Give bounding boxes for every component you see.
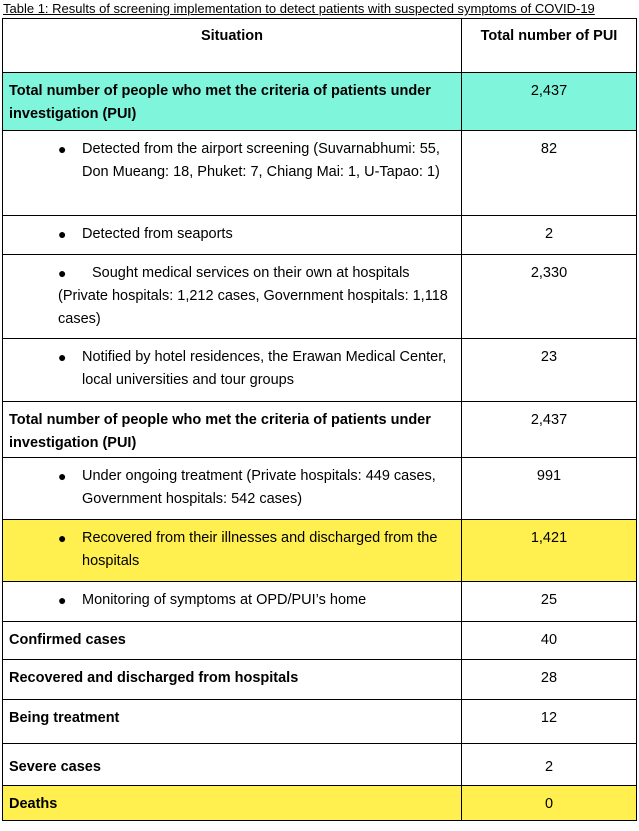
row-label: Detected from the airport screening (Suvarnabhumi: 55, Don Mueang: 18, Phuket: 7, Chiang Mai: 1, U-Tapao: 1) [82, 141, 440, 180]
row-value: 40 [462, 622, 637, 660]
header-situation: Situation [3, 19, 462, 73]
table-row [3, 786, 637, 821]
table-header-row [3, 19, 637, 73]
table-row [3, 402, 637, 458]
table-row [3, 73, 637, 131]
row-value: 2 [462, 744, 637, 786]
table-row [3, 622, 637, 660]
table-row [3, 582, 637, 622]
row-value: 2,437 [462, 402, 637, 458]
row-label: Recovered and discharged from hospitals [3, 660, 462, 700]
row-label-bulleted [3, 582, 462, 622]
table-row [3, 131, 637, 216]
row-label: Sought medical services on their own at hospitals (Private hospitals: 1,212 cases, Government hospitals: 1,118 cases) [58, 265, 448, 327]
row-label-bulleted [3, 458, 462, 520]
table-row [3, 339, 637, 402]
bullet-icon: ● [58, 592, 67, 608]
table-row [3, 744, 637, 786]
row-label-bulleted [3, 216, 462, 255]
table-caption: Table 1: Results of screening implementation to detect patients with suspected symptoms of COVID-19 [3, 1, 595, 16]
row-label: Deaths [3, 786, 462, 821]
row-value: 23 [462, 339, 637, 402]
row-value: 1,421 [462, 520, 637, 582]
row-label: Recovered from their illnesses and discharged from the hospitals [82, 530, 438, 569]
row-label: Under ongoing treatment (Private hospitals: 449 cases, Government hospitals: 542 cases) [82, 468, 436, 507]
table-row [3, 216, 637, 255]
row-value: 2,437 [462, 73, 637, 131]
row-label: Total number of people who met the criteria of patients under investigation (PUI) [3, 73, 462, 131]
bullet-icon: ● [58, 468, 67, 484]
row-value: 25 [462, 582, 637, 622]
table-row [3, 520, 637, 582]
row-value: 2,330 [462, 255, 637, 339]
table-row [3, 255, 637, 339]
header-total-pui: Total number of PUI [462, 19, 637, 73]
row-label-bulleted [3, 520, 462, 582]
row-label: Notified by hotel residences, the Erawan Medical Center, local universities and tour groups [82, 349, 447, 388]
row-value: 991 [462, 458, 637, 520]
bullet-icon: ● [58, 141, 67, 157]
row-value: 0 [462, 786, 637, 821]
row-label: Total number of people who met the criteria of patients under investigation (PUI) [3, 402, 462, 458]
bullet-icon: ● [58, 226, 67, 242]
row-label-bulleted [3, 339, 462, 402]
row-label: Detected from seaports [82, 226, 233, 242]
row-label: Monitoring of symptoms at OPD/PUI’s home [82, 592, 367, 608]
bullet-icon: ● [58, 265, 67, 281]
row-label: Severe cases [3, 744, 462, 786]
row-value: 28 [462, 660, 637, 700]
row-label: Confirmed cases [3, 622, 462, 660]
row-value: 82 [462, 131, 637, 216]
row-value: 2 [462, 216, 637, 255]
table-row [3, 660, 637, 700]
bullet-icon: ● [58, 530, 67, 546]
table-row [3, 700, 637, 744]
row-label-bulleted [3, 255, 462, 339]
table-row [3, 458, 637, 520]
pui-screening-table [2, 18, 637, 821]
row-label: Being treatment [3, 700, 462, 744]
bullet-icon: ● [58, 349, 67, 365]
row-label-bulleted [3, 131, 462, 216]
row-value: 12 [462, 700, 637, 744]
